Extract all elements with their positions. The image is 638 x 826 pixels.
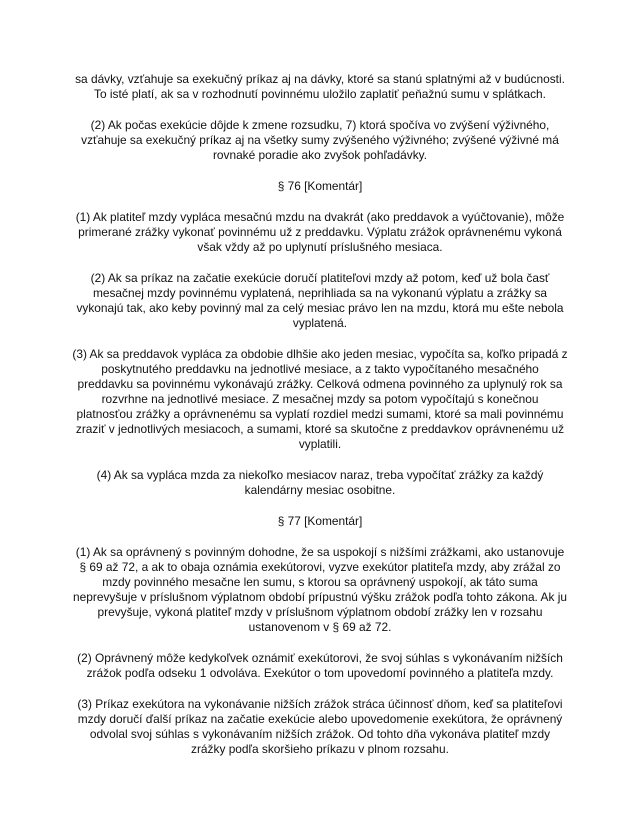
paragraph-76-2: (2) Ak sa príkaz na začatie exekúcie doručí platiteľovi mzdy až potom, keď už bola časť mesačnej mzdy povinnému vyplatená, neprihliada sa na vykonanú výplatu a zrážky sa vykonajú tak, ako keby povinný mal za celý mesiac právo len na mzdu, ktorá mu ešte nebola vyplatená. xyxy=(76,271,564,330)
paragraph-76-4: (4) Ak sa vypláca mzda za niekoľko mesiacov naraz, treba vypočítať zrážky za každý kalendárny mesiac osobitne. xyxy=(96,468,544,497)
section-heading-76[interactable]: § 76 [Komentár] xyxy=(277,179,363,193)
paragraph-76-3: (3) Ak sa preddavok vypláca za obdobie dlhšie ako jeden mesiac, vypočíta sa, koľko pripadá z poskytnutého preddavku na jednotlivé mesiace, a z takto vypočítaného mesačného preddavku sa povinnému vykonávajú zrážky. Celková odmena povinného za uplynulý rok sa rozvrhne na jednotlivé mesiace. Z mesačnej mzdy sa potom vypočítajú s konečnou platnosťou zrážky a oprávnenému sa vyplatí rozdiel medzi sumami, ktoré sa mali povinnému zraziť v jednotlivých mesiacoch, a sumami, ktoré sa skutočne z preddavkov oprávnenému už vyplatili. xyxy=(72,347,568,451)
paragraph-77-2: (2) Oprávnený môže kedykoľvek oznámiť exekútorovi, že svoj súhlas s vykonávaním nižších zrážok podľa odseku 1 odvoláva. Exekútor o tom upovedomí povinného a platiteľa mzdy. xyxy=(77,651,563,680)
section-heading-77[interactable]: § 77 [Komentár] xyxy=(277,514,363,528)
paragraph-75-2: (2) Ak počas exekúcie dôjde k zmene rozsudku, 7) ktorá spočíva vo zvýšení výživného, vzťahuje sa exekučný príkaz aj na všetky sumy zvýšeného výživného; zvýšené výživné má rovnaké poradie ako zvyšok pohľadávky. xyxy=(81,118,559,162)
document-page xyxy=(72,72,568,773)
paragraph-77-3: (3) Príkaz exekútora na vykonávanie nižších zrážok stráca účinnosť dňom, keď sa platiteľovi mzdy doručí ďalší príkaz na začatie exekúcie alebo upovedomenie exekútora, že oprávnený odvolal svoj súhlas s vykonávaním nižších zrážok. Od tohto dňa vykonáva platiteľ mzdy zrážky podľa skoršieho príkazu v plnom rozsahu. xyxy=(77,697,563,756)
paragraph-77-1: (1) Ak sa oprávnený s povinným dohodne, že sa uspokojí s nižšími zrážkami, ako ustanovuje § 69 až 72, a ak to obaja oznámia exekútorovi, vyzve exekútor platiteľa mzdy, aby zrážal zo mzdy povinného mesačne len sumu, s ktorou sa oprávnený uspokojí, ak táto suma neprevyšuje v príslušnom výplatnom období prípustnú výšku zrážok podľa tohto zákona. Ak ju prevyšuje, vykoná platiteľ mzdy v príslušnom výplatnom období zrážky len v rozsahu ustanovenom v § 69 až 72. xyxy=(73,545,567,634)
paragraph-76-1: (1) Ak platiteľ mzdy vypláca mesačnú mzdu na dvakrát (ako preddavok a vyúčtovanie), môže primerané zrážky vykonať povinnému už z preddavku. Výplatu zrážok oprávnenému vykoná však vždy až po uplynutí príslušného mesiaca. xyxy=(75,210,565,254)
paragraph-continuation: sa dávky, vzťahuje sa exekučný príkaz aj na dávky, ktoré sa stanú splatnými až v budúcnosti. To isté platí, ak sa v rozhodnutí povinnému uložilo zaplatiť peňažnú sumu v splátkach. xyxy=(75,72,565,101)
